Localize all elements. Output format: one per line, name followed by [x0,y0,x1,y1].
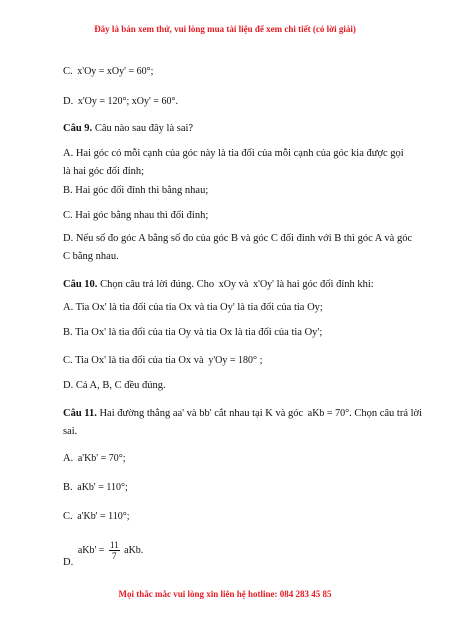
q10-option-a: A. Tia Ox' là tia đối của tia Ox và tia Oy' là tia đối của tia Oy; [63,302,323,313]
fraction-numerator: 11 [109,540,119,550]
q9-option-a: A. Hai góc có mỗi cạnh của góc này là tia đối của mỗi cạnh của góc kia được gọi là hai góc đối đỉnh; [63,148,404,177]
fraction [109,540,120,561]
fraction-denominator: 7 [112,551,117,561]
q11-option-a [63,453,126,464]
math-expression: a'Kb' = 70°; [77,453,126,464]
q8-option-d [63,96,178,107]
option-label: B. [63,482,73,493]
q11-option-d [63,540,144,568]
q9-option-c: C. Hai góc bằng nhau thì đối đỉnh; [63,210,209,221]
punctuation: ; [259,355,263,366]
question-number: Câu 10. [63,279,98,290]
q8-option-c [63,66,153,77]
math-expression [77,540,144,561]
angle-expression: xOy [218,279,236,290]
expression-lhs: aKb' = [77,544,105,556]
preview-banner: Đây là bản xem thử, vui lòng mua tài liệu để xem chi tiết (có lời giải) [94,24,356,34]
q9-heading [63,123,193,134]
question-prompt: Hai đường thẳng aa' và bb' cắt nhau tại K và góc [99,408,304,419]
option-label: D. [63,556,74,568]
q10-option-d: D. Cả A, B, C đều đúng. [63,380,166,391]
math-expression: a'Kb' = 110°; [77,511,130,522]
q9-option-d: D. Nếu số đo góc A bằng số đo của góc B và góc C đối đỉnh với B thì góc A và góc C bằng nhau. [63,233,413,262]
option-label: A. [63,453,74,464]
hotline-footer: Mọi thắc mắc vui lòng xin liên hệ hotline: 084 283 45 85 [118,589,332,599]
question-prompt-end: . Chọn câu trả lời sai. [63,408,422,437]
q10-heading [63,279,374,290]
option-label: C. [63,511,73,522]
q9-option-b: B. Hai góc đối đỉnh thì bằng nhau; [63,185,209,196]
question-prompt: Câu nào sau đây là sai? [94,123,194,134]
question-number: Câu 11. [63,408,97,419]
conjunction: và [238,279,249,290]
expression-rhs: aKb. [124,544,144,556]
q11-heading [63,405,423,441]
option-text: C. Tia Ox' là tia đối của tia Ox và [63,355,204,366]
q10-option-b: B. Tia Ox' là tia đối của tia Oy và tia Ox là tia đối của tia Oy'; [63,327,323,338]
option-label: D. [63,96,74,107]
math-expression: y'Oy = 180° [208,355,258,366]
angle-expression: aKb = 70° [307,408,350,419]
math-expression: x'Oy = xOy' = 60°; [77,66,154,77]
math-expression: aKb' = 110°; [77,482,128,493]
q11-option-b [63,482,128,493]
option-label: C. [63,66,73,77]
q11-option-c [63,511,130,522]
angle-expression: x'Oy' [253,279,274,290]
question-number: Câu 9. [63,123,93,134]
math-expression: x'Oy = 120°; xOy' = 60°. [77,96,178,107]
q10-option-c [63,355,263,366]
question-prompt-end: là hai góc đối đỉnh khi: [276,279,374,290]
question-prompt: Chọn câu trả lời đúng. Cho [100,279,215,290]
